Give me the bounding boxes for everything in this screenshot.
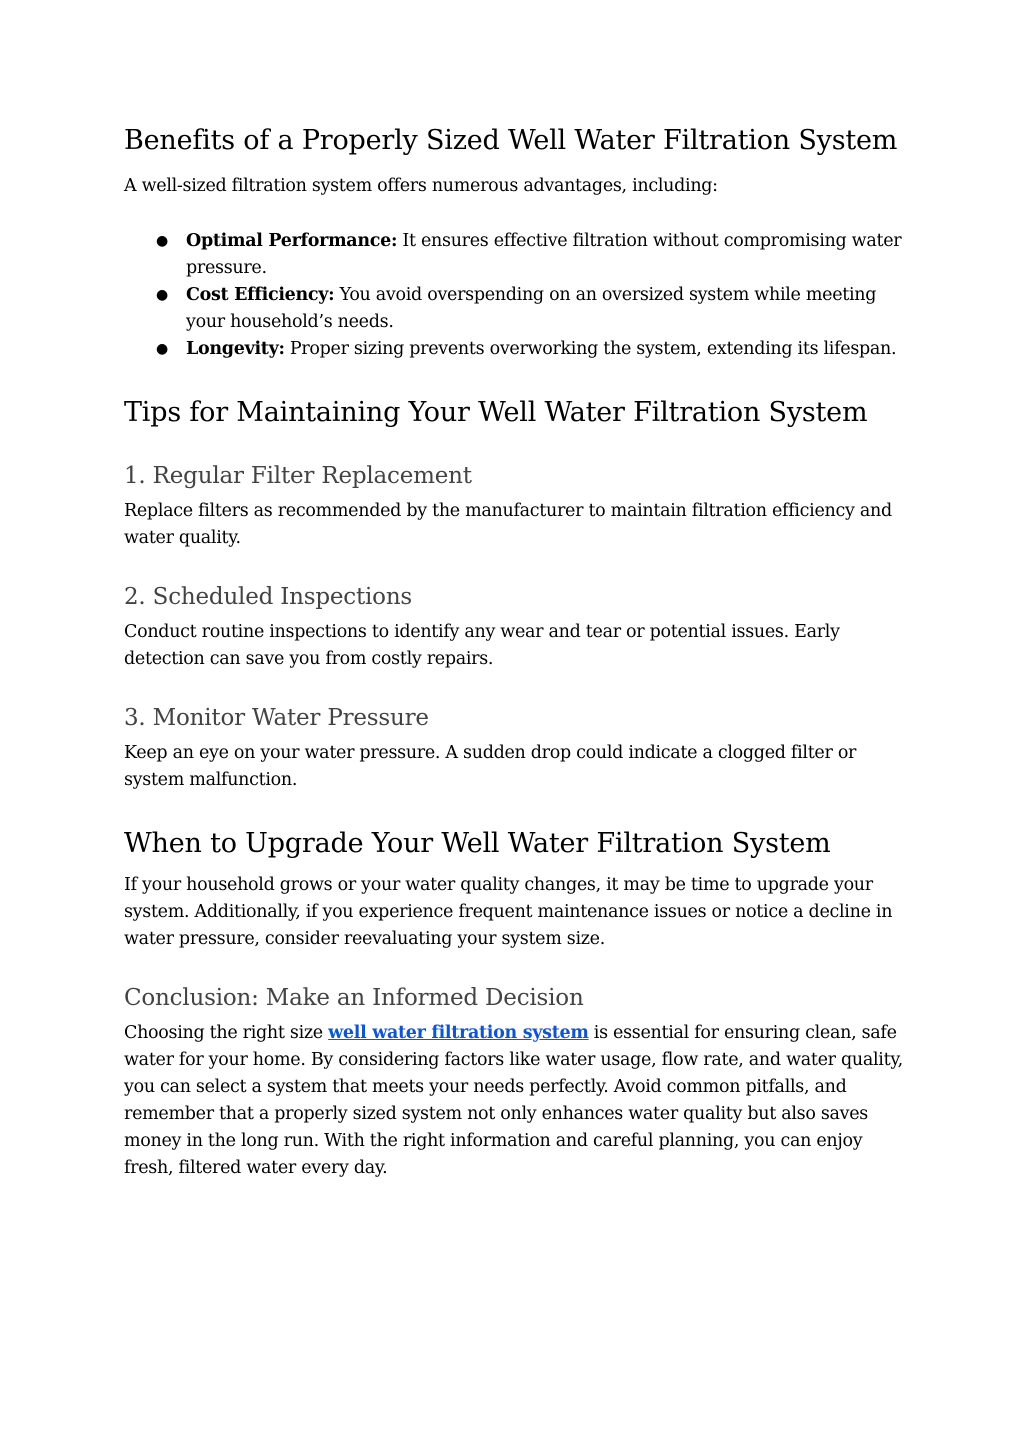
tip-body: Conduct routine inspections to identify any wear and tear or potential issues. Early detection can save you from costly repairs. — [124, 622, 840, 669]
conclusion-heading: Conclusion: Make an Informed Decision — [124, 985, 584, 1011]
benefits-list — [124, 228, 904, 363]
document-page — [124, 118, 904, 1182]
upgrade-body: If your household grows or your water quality changes, it may be time to upgrade your system. Additionally, if you experience frequent maintenance issues or notice a decline in water pressure, consider reevaluating your system size. — [124, 875, 893, 949]
tips-heading: Tips for Maintaining Your Well Water Filtration System — [124, 397, 868, 428]
bullet-icon: ● — [156, 233, 168, 249]
tip-title: 2. Scheduled Inspections — [124, 584, 413, 610]
benefit-text: It ensures effective filtration without compromising water pressure. — [186, 231, 902, 278]
upgrade-heading: When to Upgrade Your Well Water Filtration System — [124, 828, 831, 859]
conclusion-text-after: is essential for ensuring clean, safe water for your home. By considering factors like water usage, flow rate, and water quality, you can select a system that meets your needs perfectly. Avoid common pitfalls, and remember that a properly sized system not only enhances water quality but also saves money in the long run. With the right information and careful planning, you can enjoy fresh, filtered water every day. — [124, 1023, 903, 1178]
benefit-term: Longevity: — [186, 339, 285, 359]
benefits-heading: Benefits of a Properly Sized Well Water Filtration System — [124, 125, 898, 156]
benefits-intro: A well-sized filtration system offers numerous advantages, including: — [124, 176, 718, 196]
bullet-icon: ● — [156, 341, 168, 357]
tip-body: Replace filters as recommended by the manufacturer to maintain filtration efficiency and water quality. — [124, 501, 892, 548]
benefit-text: Proper sizing prevents overworking the system, extending its lifespan. — [284, 339, 897, 359]
benefit-text: You avoid overspending on an oversized system while meeting your household’s needs. — [186, 285, 877, 332]
benefit-term: Cost Efficiency: — [186, 285, 335, 305]
conclusion-text-before: Choosing the right size — [124, 1023, 329, 1043]
tip-title: 1. Regular Filter Replacement — [124, 463, 472, 489]
list-item — [124, 228, 904, 282]
tip-title: 3. Monitor Water Pressure — [124, 705, 429, 731]
bullet-icon: ● — [156, 287, 168, 303]
tip-body: Keep an eye on your water pressure. A sudden drop could indicate a clogged filter or system malfunction. — [124, 743, 857, 790]
filtration-system-link[interactable]: well water filtration system — [328, 1023, 589, 1043]
list-item — [124, 282, 904, 336]
list-item — [124, 336, 904, 363]
benefit-term: Optimal Performance: — [186, 231, 398, 251]
conclusion-body — [124, 1020, 904, 1182]
